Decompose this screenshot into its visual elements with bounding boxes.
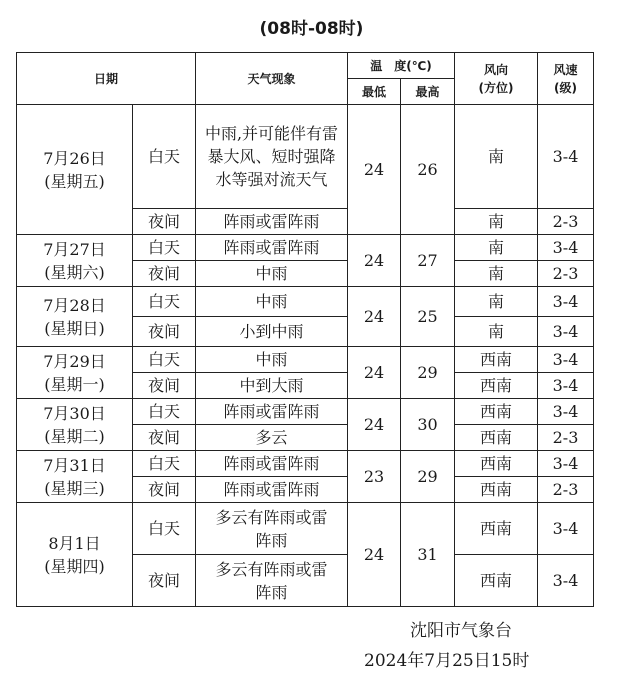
temp-high: 26: [401, 105, 455, 235]
weekday-label: (星期六): [44, 262, 105, 282]
weather-day: 中雨: [196, 347, 348, 373]
wind-direction-night: 西南: [455, 555, 538, 607]
period-day: 白天: [133, 287, 196, 317]
header-wind-speed-label: 风速: [553, 62, 578, 77]
date-cell: [17, 347, 133, 399]
wind-direction-day: 南: [455, 235, 538, 261]
wind-direction-day: 西南: [455, 451, 538, 477]
period-night: 夜间: [133, 261, 196, 287]
weather-day: 多云有阵雨或雷阵雨: [196, 503, 348, 555]
header-wind-direction-unit: (方位): [478, 80, 514, 95]
forecast-table-header: [17, 53, 594, 105]
wind-speed-day: 3-4: [538, 451, 594, 477]
forecast-row-day: [17, 399, 594, 425]
wind-speed-night: 3-4: [538, 373, 594, 399]
header-date: 日期: [17, 53, 196, 105]
wind-speed-day: 3-4: [538, 347, 594, 373]
wind-direction-day: 西南: [455, 503, 538, 555]
date-label: 7月30日: [43, 403, 106, 423]
wind-direction-night: 西南: [455, 373, 538, 399]
forecast-table-body: [17, 105, 594, 607]
wind-speed-day: 3-4: [538, 105, 594, 209]
date-cell: [17, 105, 133, 235]
weather-day: 中雨,并可能伴有雷暴大风、短时强降水等强对流天气: [196, 105, 348, 209]
temp-low: 23: [348, 451, 401, 503]
weather-night: 中雨: [196, 261, 348, 287]
temp-low: 24: [348, 287, 401, 347]
period-day: 白天: [133, 503, 196, 555]
wind-speed-night: 2-3: [538, 425, 594, 451]
period-day: 白天: [133, 235, 196, 261]
temp-low: 24: [348, 235, 401, 287]
forecast-row-day: [17, 235, 594, 261]
weather-night: 多云: [196, 425, 348, 451]
wind-speed-day: 3-4: [538, 399, 594, 425]
date-cell: [17, 399, 133, 451]
wind-speed-day: 3-4: [538, 503, 594, 555]
temp-high: 29: [401, 451, 455, 503]
date-label: 7月26日: [43, 148, 106, 168]
wind-direction-night: 南: [455, 261, 538, 287]
wind-direction-night: 南: [455, 209, 538, 235]
forecast-row-day: [17, 451, 594, 477]
wind-speed-night: 2-3: [538, 261, 594, 287]
weather-night: 中到大雨: [196, 373, 348, 399]
header-weather: 天气现象: [196, 53, 348, 105]
weather-day: 阵雨或雷阵雨: [196, 399, 348, 425]
period-day: 白天: [133, 105, 196, 209]
header-wind-speed: [538, 53, 594, 105]
temp-low: 24: [348, 347, 401, 399]
temp-high: 31: [401, 503, 455, 607]
wind-direction-day: 西南: [455, 347, 538, 373]
period-night: 夜间: [133, 555, 196, 607]
period-night: 夜间: [133, 425, 196, 451]
wind-direction-day: 南: [455, 287, 538, 317]
date-cell: [17, 451, 133, 503]
temp-high: 29: [401, 347, 455, 399]
weekday-label: (星期日): [44, 318, 105, 338]
period-night: 夜间: [133, 209, 196, 235]
period-day: 白天: [133, 399, 196, 425]
date-label: 8月1日: [48, 533, 101, 553]
temp-low: 24: [348, 503, 401, 607]
header-wind-direction: [455, 53, 538, 105]
weekday-label: (星期四): [44, 556, 105, 576]
wind-direction-night: 南: [455, 317, 538, 347]
period-day: 白天: [133, 451, 196, 477]
period-night: 夜间: [133, 373, 196, 399]
date-label: 7月31日: [43, 455, 106, 475]
wind-direction-night: 西南: [455, 477, 538, 503]
date-cell: [17, 503, 133, 607]
weather-day: 阵雨或雷阵雨: [196, 451, 348, 477]
header-temperature: 温 度(℃): [348, 53, 455, 79]
temp-high: 27: [401, 235, 455, 287]
period-night: 夜间: [133, 317, 196, 347]
weather-night: 小到中雨: [196, 317, 348, 347]
date-cell: [17, 235, 133, 287]
temp-high: 25: [401, 287, 455, 347]
forecast-row-day: [17, 287, 594, 317]
weekday-label: (星期三): [44, 478, 105, 498]
forecast-period-title: (08时-08时): [259, 19, 364, 39]
weekday-label: (星期五): [44, 171, 105, 191]
header-wind-direction-label: 风向: [483, 62, 508, 77]
temp-high: 30: [401, 399, 455, 451]
wind-speed-night: 3-4: [538, 317, 594, 347]
wind-speed-night: 2-3: [538, 209, 594, 235]
forecast-table: [16, 52, 594, 607]
weather-night: 多云有阵雨或雷阵雨: [196, 555, 348, 607]
forecast-row-day: [17, 105, 594, 209]
header-wind-speed-unit: (级): [554, 80, 577, 95]
date-label: 7月28日: [43, 295, 106, 315]
temp-low: 24: [348, 105, 401, 235]
forecast-row-day: [17, 503, 594, 555]
period-night: 夜间: [133, 477, 196, 503]
weather-day: 阵雨或雷阵雨: [196, 235, 348, 261]
issue-time: 2024年7月25日15时: [364, 651, 530, 671]
weekday-label: (星期一): [44, 374, 105, 394]
wind-speed-day: 3-4: [538, 287, 594, 317]
wind-direction-day: 西南: [455, 399, 538, 425]
header-temp-low: 最低: [348, 79, 401, 105]
forecast-row-day: [17, 347, 594, 373]
date-label: 7月27日: [43, 239, 106, 259]
wind-speed-day: 3-4: [538, 235, 594, 261]
weather-night: 阵雨或雷阵雨: [196, 209, 348, 235]
date-label: 7月29日: [43, 351, 106, 371]
temp-low: 24: [348, 399, 401, 451]
weather-night: 阵雨或雷阵雨: [196, 477, 348, 503]
period-day: 白天: [133, 347, 196, 373]
weekday-label: (星期二): [44, 426, 105, 446]
wind-speed-night: 3-4: [538, 555, 594, 607]
wind-direction-day: 南: [455, 105, 538, 209]
date-cell: [17, 287, 133, 347]
wind-speed-night: 2-3: [538, 477, 594, 503]
weather-day: 中雨: [196, 287, 348, 317]
header-temp-high: 最高: [401, 79, 455, 105]
wind-direction-night: 西南: [455, 425, 538, 451]
issuer: 沈阳市气象台: [410, 621, 512, 641]
